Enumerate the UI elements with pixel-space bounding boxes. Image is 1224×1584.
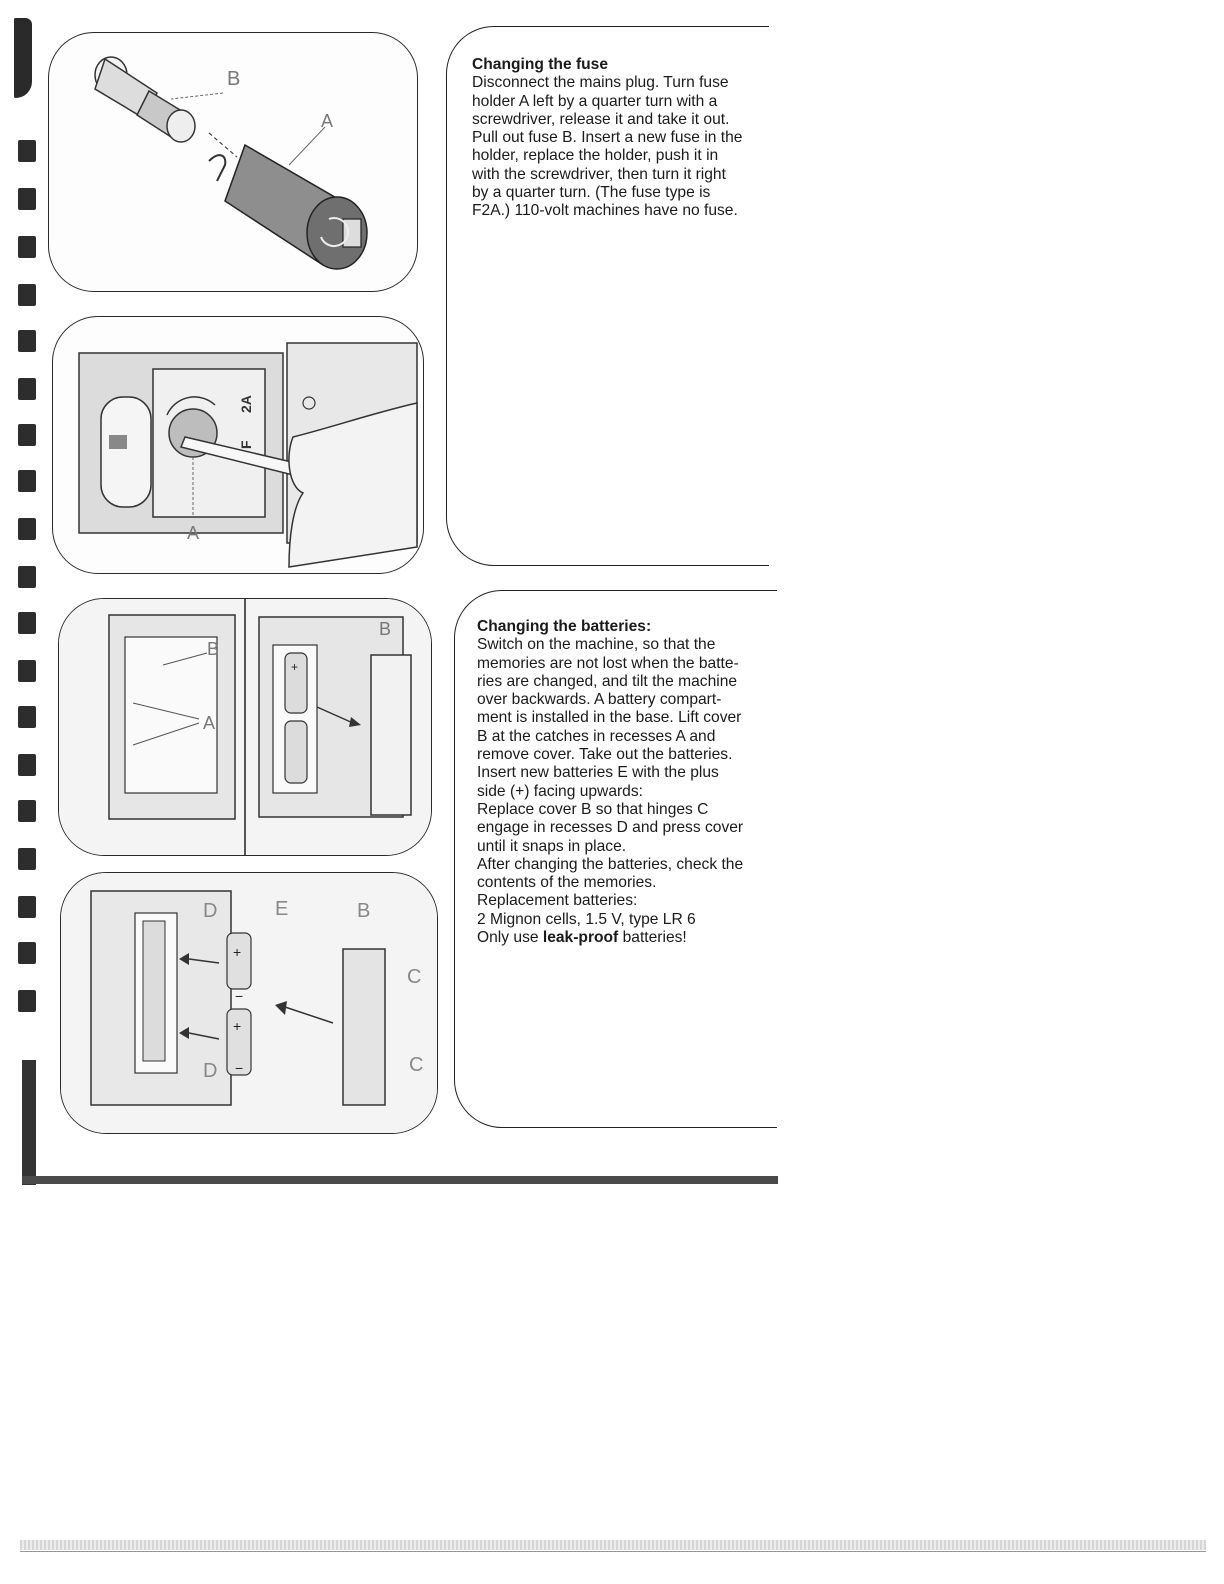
battery-final-line [477, 929, 777, 947]
figure-battery-insert [60, 872, 438, 1134]
battery-line: Replace cover B so that hinges C [477, 800, 709, 818]
binder-hole [18, 942, 36, 964]
fuse-holder-body-icon [209, 145, 367, 269]
fuse-line: with the screwdriver, then turn it right [472, 165, 726, 183]
scan-footer-strip [20, 1540, 1206, 1550]
fuse-heading: Changing the fuse [472, 56, 609, 73]
battery-line: memories are not lost when the batte- [477, 654, 739, 672]
label-a: A [203, 713, 216, 733]
binder-spine-top [14, 18, 32, 98]
fuse-line: by a quarter turn. (The fuse type is [472, 184, 711, 202]
fuse-cartridge-icon [95, 57, 195, 142]
label-b: B [227, 68, 241, 90]
battery-line: 2 Mignon cells, 1.5 V, type LR 6 [477, 910, 696, 928]
binder-hole [18, 518, 36, 540]
label-e: E [275, 898, 289, 920]
label-2a: 2A [238, 395, 254, 413]
binder-hole [18, 566, 36, 588]
battery-line: Switch on the machine, so that the [477, 636, 716, 654]
battery-line: over backwards. A battery compart- [477, 691, 722, 709]
plus-sign: + [233, 1018, 242, 1034]
scan-footer-line [20, 1551, 1206, 1552]
battery-line: ment is installed in the base. Lift cover [477, 709, 742, 727]
binder-hole [18, 330, 36, 352]
battery-instructions [477, 618, 777, 947]
label-d-top: D [203, 900, 218, 922]
minus-sign: − [235, 1060, 244, 1076]
cover-b-icon [343, 949, 385, 1105]
battery-line: remove cover. Take out the batteries. [477, 746, 733, 764]
label-a: A [321, 111, 334, 131]
label-d-bottom: D [203, 1060, 218, 1082]
battery-line: ries are changed, and tilt the machine [477, 672, 738, 690]
leak-proof-emphasis: leak-proof [542, 929, 619, 947]
battery-line: side (+) facing upwards: [477, 782, 643, 800]
label-c-bottom: C [409, 1054, 424, 1076]
binder-hole [18, 236, 36, 258]
fuse-instructions [472, 56, 772, 221]
label-c-top: C [407, 966, 422, 988]
binder-hole [18, 990, 36, 1012]
final-suffix: batteries! [618, 929, 687, 947]
binder-hole [18, 140, 36, 162]
final-prefix: Only use [477, 929, 543, 947]
binder-hole [18, 284, 36, 306]
label-b-left: B [207, 639, 220, 659]
binder-hole [18, 188, 36, 210]
battery-line: Insert new batteries E with the plus [477, 764, 719, 782]
fuse-line: F2A.) 110-volt machines have no fuse. [472, 202, 738, 220]
battery-line: contents of the memories. [477, 874, 657, 892]
binder-hole [18, 470, 36, 492]
label-b-right: B [379, 619, 392, 639]
battery-line: until it snaps in place. [477, 837, 627, 855]
binder-hole [18, 612, 36, 634]
page-bottom-rule [22, 1176, 778, 1184]
battery-e-top-icon [227, 933, 251, 989]
figure-battery-cover [58, 598, 432, 856]
fuse-line: Pull out fuse B. Insert a new fuse in the [472, 129, 743, 147]
plus-sign: + [233, 944, 242, 960]
plus-sign: + [291, 660, 299, 674]
fuse-line: holder, replace the holder, push it in [472, 147, 719, 165]
binder-spine-bottom [22, 1060, 36, 1185]
label-a: A [187, 523, 200, 543]
binder-hole [18, 754, 36, 776]
fuse-line: screwdriver, release it and take it out. [472, 110, 730, 128]
fuse-line: Disconnect the mains plug. Turn fuse [472, 74, 729, 92]
binder-hole [18, 706, 36, 728]
figure-fuse-panel [52, 316, 424, 574]
cover-b-icon [371, 655, 411, 815]
minus-sign: − [235, 988, 244, 1004]
battery-line: After changing the batteries, check the [477, 855, 744, 873]
binder-hole [18, 848, 36, 870]
battery-line: Replacement batteries: [477, 892, 638, 910]
binder-hole [18, 378, 36, 400]
figure-fuse-holder [48, 32, 418, 292]
battery-line: B at the catches in recesses A and [477, 727, 716, 745]
binder-hole [18, 800, 36, 822]
binder-hole [18, 660, 36, 682]
battery-icon [285, 721, 307, 783]
battery-heading: Changing the batteries: [477, 618, 652, 635]
fuse-line: holder A left by a quarter turn with a [472, 92, 718, 110]
binder-edge [0, 0, 50, 1200]
label-b: B [357, 900, 371, 922]
binder-hole [18, 896, 36, 918]
battery-line: engage in recesses D and press cover [477, 819, 744, 837]
label-f: F [238, 440, 254, 449]
binder-hole [18, 424, 36, 446]
